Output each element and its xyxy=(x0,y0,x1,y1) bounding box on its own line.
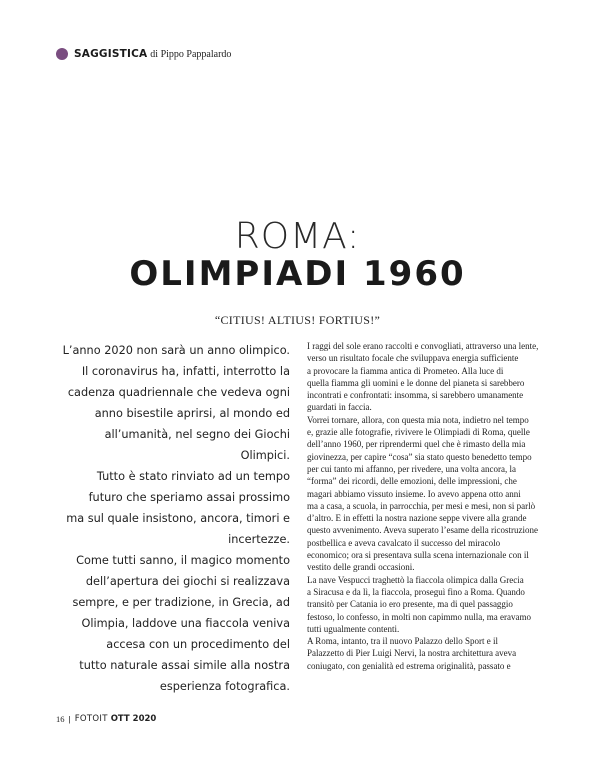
text-line: per cui tanto mi affanno, per rivedere, una volta ancora, la xyxy=(307,463,516,474)
text-line: postbellica e aveva cavalcato il successo del miracolo xyxy=(307,537,501,548)
text-line: A Roma, intanto, tra il nuovo Palazzo dello Sport e il xyxy=(307,636,498,647)
text-line: incertezze. xyxy=(228,533,290,546)
title-line-2: OLIMPIADI 1960 xyxy=(129,254,466,294)
text-line: ma a casa, a scuola, in parrocchia, per mesi e mesi, non si parlò xyxy=(307,500,536,511)
text-line: Il coronavirus ha, infatti, interrotto la xyxy=(81,365,290,378)
text-line: Come tutti sanno, il magico momento xyxy=(76,554,290,567)
footer-separator: | xyxy=(68,714,71,724)
text-line: e, grazie alle fotografie, rivivere le Olimpiadi di Roma, quelle xyxy=(307,427,530,438)
text-line: anno bisestile aprirsi, al mondo ed xyxy=(94,407,290,420)
text-line: Vorrei tornare, allora, con questa mia nota, indietro nel tempo xyxy=(307,414,529,425)
text-line: Olimpia, laddove una fiaccola veniva xyxy=(81,617,290,630)
text-line: all’umanità, nel segno dei Giochi Olimpici. xyxy=(104,428,290,462)
text-line: economico; ora si presentava sulla scena internazionale con il xyxy=(307,550,529,561)
text-line: questo avvenimento. Aveva superato l’esame della ricostruzione xyxy=(307,525,539,536)
text-line: quella fiamma gli uomini e le donne del pianeta si sarebbero xyxy=(307,377,525,388)
text-line: tutto naturale assai simile alla nostra xyxy=(79,659,290,672)
text-line: giovinezza, per capire “cosa” sia stato questo benedetto tempo xyxy=(307,451,532,462)
text-line: dell’anno 1960, per riprendermi quel che è rimasto della mia xyxy=(307,439,526,450)
body-column xyxy=(307,340,549,672)
text-line: magari abbiamo vissuto insieme. Io avevo appena otto anni xyxy=(307,488,521,499)
text-line: La nave Vespucci traghettò la fiaccola olimpica dalla Grecia xyxy=(307,574,524,585)
text-line: verso un risultato focale che sviluppava energia sufficiente xyxy=(307,353,519,364)
text-line: Palazzetto di Pier Luigi Nervi, la nostra architettura aveva xyxy=(307,648,517,659)
text-line: a provocare la fiamma antica di Prometeo. Alla luce di xyxy=(307,365,504,376)
text-line: sempre, e per tradizione, in Grecia, ad xyxy=(72,596,290,609)
section-label: SAGGISTICA xyxy=(74,48,148,60)
text-line: esperienza fotografica. xyxy=(159,680,290,693)
page-footer xyxy=(56,714,156,724)
title-line-1: ROMA: xyxy=(234,216,361,257)
text-line: cadenza quadriennale che vedeva ogni xyxy=(67,386,290,399)
text-line: futuro che speriamo assai prossimo xyxy=(88,491,290,504)
text-line: dell’apertura dei giochi si realizzava xyxy=(85,575,290,588)
text-line: incontrati e confrontati: insomma, si sarebbero umanamente xyxy=(307,390,524,401)
text-line: d’altro. E in effetti la nostra nazione seppe vivere alla grande xyxy=(307,513,527,524)
subtitle: “CITIUS! ALTIUS! FORTIUS!” xyxy=(214,313,381,327)
page-number: 16 xyxy=(56,714,65,724)
issue-date: OTT 2020 xyxy=(110,714,157,724)
text-line: guardati in faccia. xyxy=(307,402,372,413)
text-line: tutti ugualmente contenti. xyxy=(307,623,400,634)
intro-column xyxy=(52,340,290,697)
text-line: transitò per Catania io ero presente, ma di quel passaggio xyxy=(307,599,513,610)
text-line: accesa con un procedimento del xyxy=(106,638,290,651)
section-header xyxy=(56,46,231,62)
magazine-name: FOTOIT xyxy=(74,714,108,724)
text-line: festoso, lo confesso, in molti non capimmo nulla, ma eravamo xyxy=(307,611,531,622)
text-line: I raggi del sole erano raccolti e convogliati, attraverso una lente, xyxy=(307,341,539,351)
text-line: a Siracusa e da lì, la fiaccola, proseguì fino a Roma. Quando xyxy=(307,586,525,597)
text-line: coniugato, con genialità ed estrema originalità, passato e xyxy=(307,660,511,671)
text-line: ma sul quale insistono, ancora, timori e xyxy=(66,512,290,525)
text-line: “forma” dei ricordi, delle emozioni, delle impressioni, che xyxy=(307,476,517,487)
text-line: vestito delle grandi occasioni. xyxy=(307,562,415,573)
text-line: L’anno 2020 non sarà un anno olimpico. xyxy=(62,344,290,357)
author-byline: di Pippo Pappalardo xyxy=(150,48,232,60)
section-dot-icon xyxy=(56,48,68,60)
text-line: Tutto è stato rinviato ad un tempo xyxy=(96,470,290,483)
